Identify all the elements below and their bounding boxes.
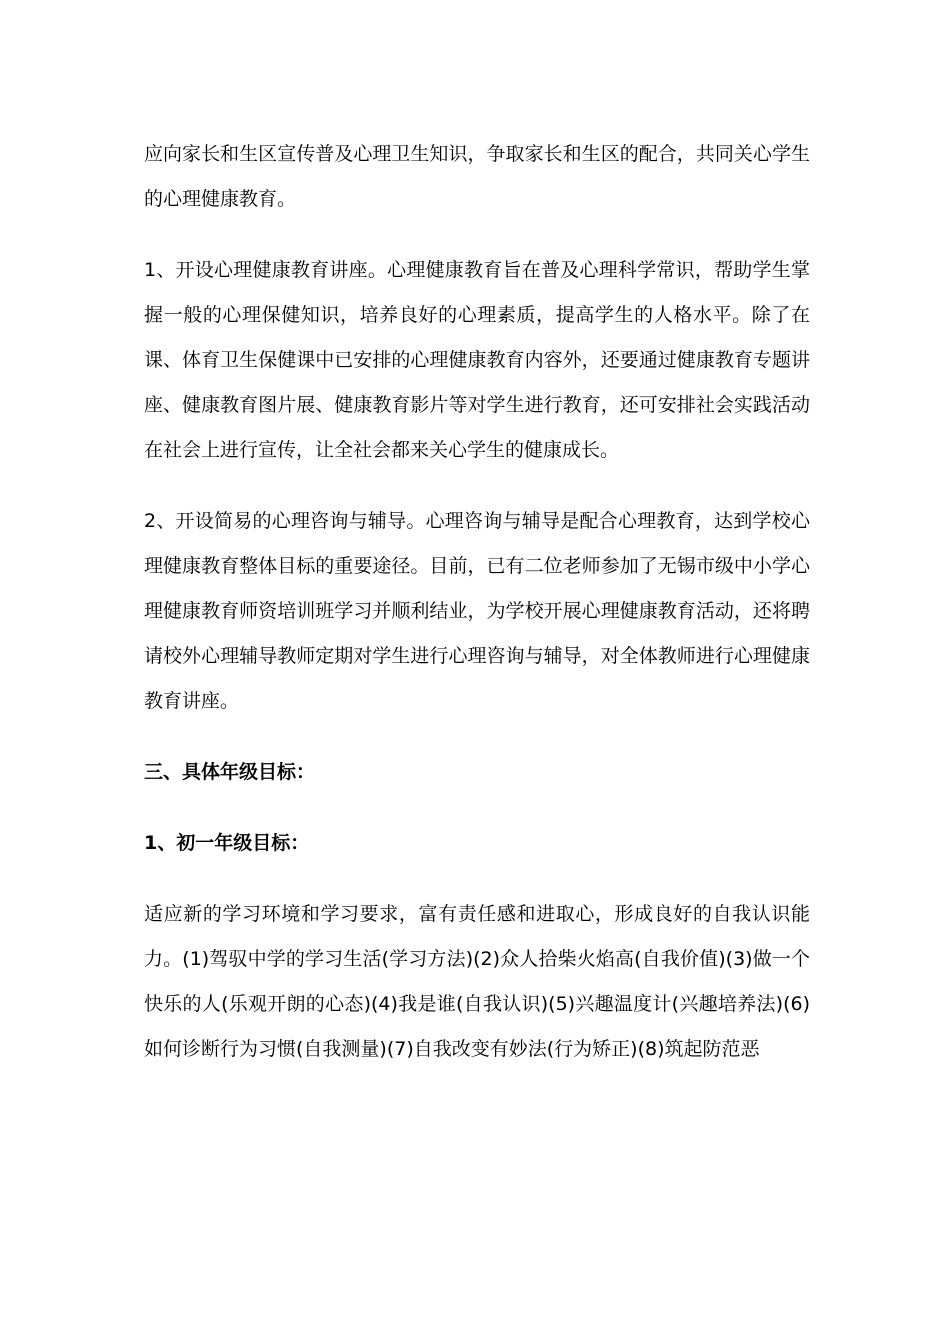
document-body — [144, 132, 810, 1098]
grade-goals-paragraph: 适应新的学习环境和学习要求，富有责任感和进取心，形成良好的自我认识能力。(1)驾驭中学的学习生活(学习方法)(2)众人拾柴火焰高(自我价值)(3)做一个快乐的人(乐观开朗的心态)(4)我是谁(自我认识)(5)兴趣温度计(兴趣培养法)(6)如何诊断行为习惯(自我测量)(7)自我改变有妙法(行为矫正)(8)筑起防范恶 — [144, 903, 810, 1060]
section-heading: 三、具体年级目标： — [144, 761, 316, 783]
lecture-item-paragraph: 1、开设心理健康教育讲座。心理健康教育旨在普及心理科学常识，帮助学生掌握一般的心理保健知识，培养良好的心理素质，提高学生的人格水平。除了在课、体育卫生保健课中已安排的心理健康教育内容外，还要通过健康教育专题讲座、健康教育图片展、健康教育影片等对学生进行教育，还可安排社会实践活动在社会上进行宣传，让全社会都来关心学生的健康成长。 — [144, 259, 810, 461]
counseling-item-paragraph: 2、开设简易的心理咨询与辅导。心理咨询与辅导是配合心理教育，达到学校心理健康教育整体目标的重要途径。目前，已有二位老师参加了无锡市级中小学心理健康教育师资培训班学习并顺利结业，为学校开展心理健康教育活动，还将聘请校外心理辅导教师定期对学生进行心理咨询与辅导，对全体教师进行心理健康教育讲座。 — [144, 510, 810, 712]
intro-paragraph: 应向家长和生区宣传普及心理卫生知识，争取家长和生区的配合，共同关心学生的心理健康教育。 — [144, 143, 810, 210]
subsection-heading: 1、初一年级目标： — [144, 832, 310, 854]
